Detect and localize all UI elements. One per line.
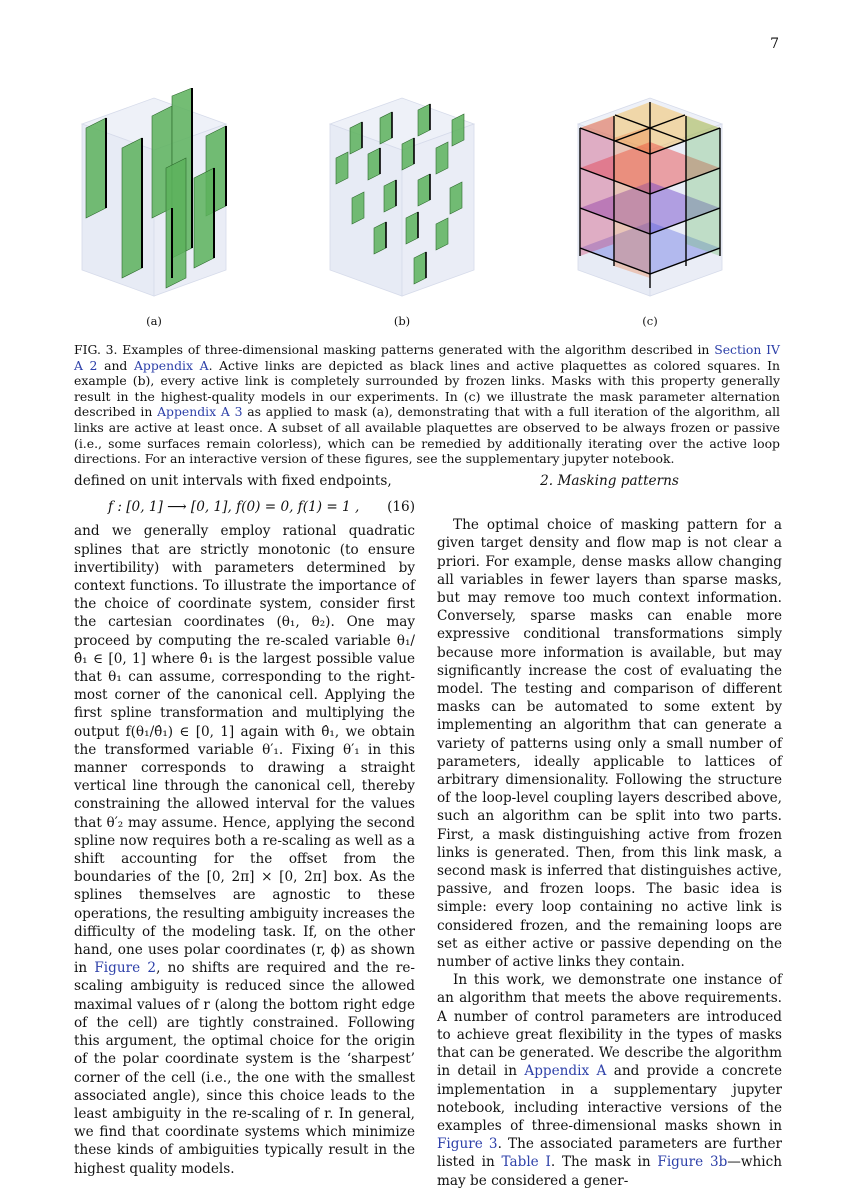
link-figure-3[interactable]: Figure 3 [437,1136,498,1153]
paragraph-text: . The associated parameters are further listed in [437,1136,783,1171]
panel-label-a: (a) [146,314,162,328]
link-appendix-a3[interactable]: Appendix A 3 [157,404,243,420]
page-number: 7 [770,36,779,52]
panel-label-b: (b) [393,314,411,328]
paragraph-text: —which may be considered a gener- [437,1154,782,1189]
caption-text: . Active links are depicted as black lines and active plaquettes as colored squares. In example (b), every active link is completely surrounded by frozen links. Masks with this property generally result in the highest-quality models in our experiments. In (c) we illustrate the mask parameter alternation described in [74,357,780,420]
left-column [74,472,415,1178]
figure-3 [74,88,780,333]
panel-label-c: (c) [642,314,658,328]
caption-text: as applied to mask (a), demonstrating that with a full iteration of the algorithm, all links are active at least once. A subset of all available plaquettes are observed to be always frozen or passive (i.e., some surfaces remain colorless), which can be remedied by additionally iterating over the active loop directions. For an interactive version of these figures, see the supplementary jupyter notebook. [74,404,781,467]
paragraph-text: and we generally employ rational quadratic splines that are strictly monotonic (to ensure invertibility) with parameters determined by context functions. To illustrate the importance of the choice of coordinate system, consider first the cartesian coordinates (θ₁, θ₂). One may proceed by computing the re-scaled variable θ₁/θ̂₁ ∈ [0, 1] where θ̂₁ is the largest possible value that θ₁ can assume, corresponding to the right-most corner of the canonical cell. Applying the first spline transformation and multiplying the output f(θ₁/θ̂₁) ∈ [0, 1] again with θ̂₁, we obtain the transformed variable θ′₁. Fixing θ′₁ in this manner corresponds to drawing a straight vertical line through the canonical cell, thereby constraining the allowed interval for the values that θ′₂ may assume. Hence, applying the second spline now requires both a re-scaling as well as a shift accounting for the offset from the boundaries of the [0, 2π] × [0, 2π] box. As the splines themselves are agnostic to these operations, the resulting ambiguity increases the difficulty of the modeling task. If, on the other hand, one uses polar coordinates (r, ϕ) as shown in [74,523,415,977]
paragraph-text: and provide a concrete implementation in a supplementary jupyter notebook, including interactive versions of the examples of three-dimensional masks shown in [437,1063,782,1134]
figure-panel-b [322,88,482,333]
caption-text: and [97,357,134,373]
figure-panel-c [570,88,730,333]
link-figure-2[interactable]: Figure 2 [94,960,157,977]
paragraph [74,522,415,1177]
link-appendix-a[interactable]: Appendix A [133,357,209,373]
paragraph-text: In this work, we demonstrate one instance of an algorithm that meets the above requirements. A number of control parameters are introduced to achieve great flexibility in the types of masks that can be generated. We describe the algorithm in detail in [437,972,782,1080]
paragraph: The optimal choice of masking pattern for a given target density and flow map is not clear a priori. For example, dense masks allow changing all variables in fewer layers than sparse masks, but may remove too much context information. Conversely, sparse masks can enable more expressive conditional transformations simply because more information is available, but may significantly increase the cost of evaluating the model. The testing and comparison of different masks can be automated to some extent by implementing an algorithm that can generate a variety of patterns using only a small number of parameters, ideally applicable to lattices of arbitrary dimensionality. Following the structure of the loop-level coupling layers described above, such an algorithm can be split into two parts. First, a mask distinguishing active from frozen links is generated. Then, from this link mask, a second mask is inferred that distinguishes active, passive, and frozen loops. The basic idea is simple: every loop containing no active link is considered frozen, and the remaining loops are set as either active or passive depending on the number of active links they contain. [437,517,782,971]
link-table-1[interactable]: Table I [501,1154,551,1171]
mask-plot-b [322,88,482,300]
equation-number: (16) [387,499,415,516]
paragraph [437,971,782,1189]
equation-body: f : [0, 1] ⟶ [0, 1], f(0) = 0, f(1) = 1 , [108,499,360,516]
caption-label: FIG. 3. [74,342,118,357]
subsection-heading: 2. Masking patterns [540,473,679,489]
caption-text: Examples of three-dimensional masking patterns generated with the algorithm described in [117,342,715,357]
link-figure-3b[interactable]: Figure 3b [657,1154,728,1171]
paragraph-text: . The mask in [550,1154,658,1171]
link-appendix-a[interactable]: Appendix A [524,1063,607,1080]
paragraph-text: , no shifts are required and the re-scaling ambiguity is reduced since the allowed maximal values of r (along the bottom right edge of the cell) are tightly constrained. Following this argument, the optimal choice for the origin of the polar coordinate system is the ‘sharpest’ corner of the cell (i.e., the one with the smallest associated angle), since this choice leads to the least ambiguity in the re-scaling of r. In general, we find that coordinate systems which minimize these kinds of ambiguities typically result in the highest quality models. [74,960,415,1177]
figure-caption [74,342,780,467]
figure-panel-a [74,88,234,333]
link-section-iva2[interactable]: Section IV A 2 [74,342,780,373]
right-column [437,472,782,1190]
mask-plot-a [74,88,234,300]
paragraph: defined on unit intervals with fixed endpoints, [74,473,392,489]
equation-16 [74,490,415,522]
mask-plot-c [570,88,730,300]
